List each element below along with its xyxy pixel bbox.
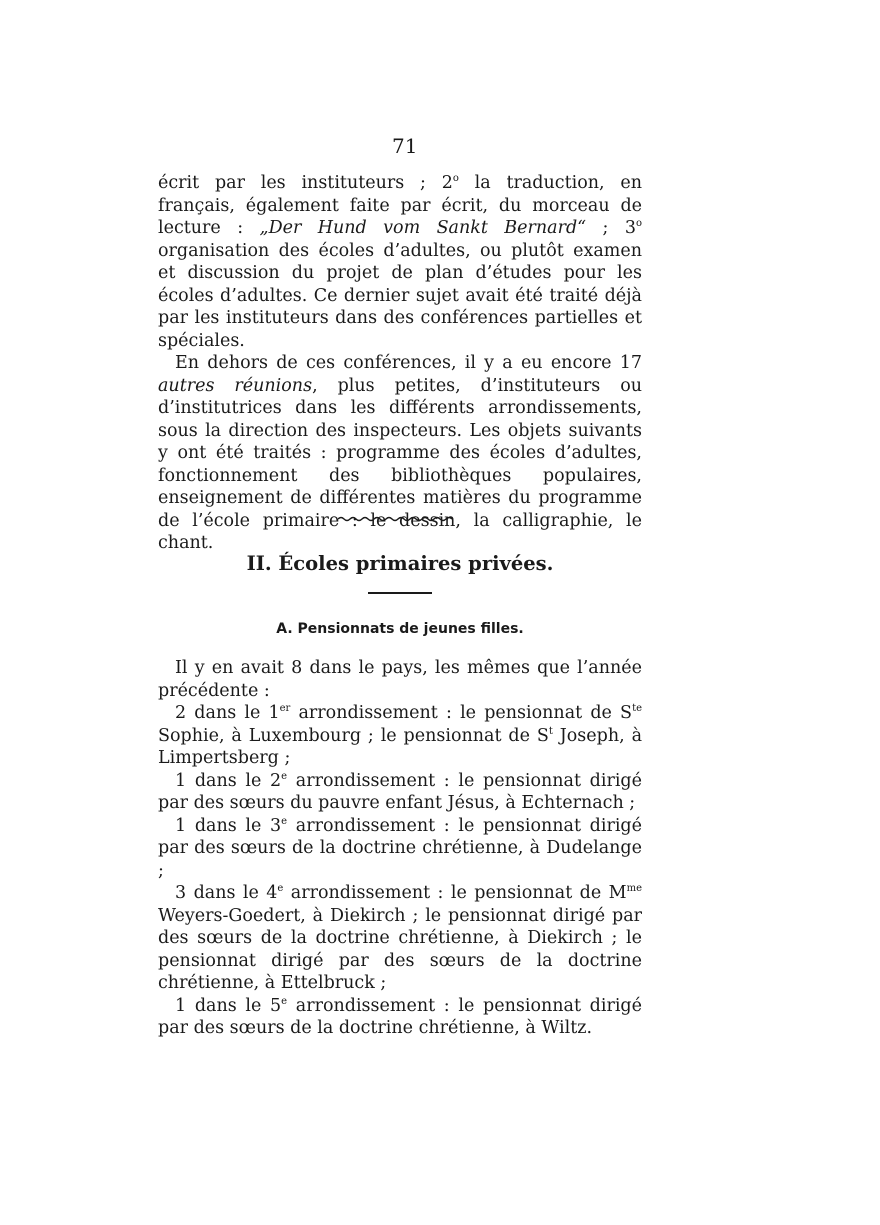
p1-text-a: écrit par les instituteurs ; 2 xyxy=(158,173,453,193)
text-block-conferences xyxy=(158,172,642,555)
paragraph-conference-topics xyxy=(158,172,642,352)
section-heading: II. Écoles primaires privées. xyxy=(246,552,554,575)
i2-a: 1 dans le 2 xyxy=(175,770,282,791)
p1-text-d: organisation des écoles d’adultes, ou plutôt examen et discussion du projet de plan d’études pour les écoles d’adultes. Ce dernier sujet avait été traité déjà par les instituteurs dans des conférences partielles et spéciales. xyxy=(158,240,642,351)
list-item-district-3 xyxy=(158,815,642,883)
list-item-district-1 xyxy=(158,702,642,770)
i4-sup-b: me xyxy=(626,883,642,894)
subsection-heading: A. Pensionnats de jeunes filles. xyxy=(276,621,524,637)
i4-b: arrondissement : le pensionnat de M xyxy=(283,883,627,903)
text-block-pensionnats xyxy=(158,657,642,1040)
i4-c: Weyers-Goedert, à Diekirch ; le pensionnat dirigé par des sœurs de la doctrine chrétienne, à Diekirch ; le pensionnat dirigé par des sœurs de la doctrine chrétienne, à Ettelbruck ; xyxy=(158,905,642,993)
i1-sup-b: te xyxy=(632,703,642,714)
i3-b: arrondissement : le pensionnat dirigé par des sœurs de la doctrine chrétienne, à Dudelange ; xyxy=(158,815,642,881)
list-item-district-4 xyxy=(158,882,642,995)
i5-b: arrondissement : le pensionnat dirigé par des sœurs de la doctrine chrétienne, à Wiltz. xyxy=(158,995,642,1038)
i2-b: arrondissement : le pensionnat dirigé par des sœurs du pauvre enfant Jésus, à Echternach ; xyxy=(158,770,642,813)
p2-text-b: , plus petites, d’instituteurs ou d’institutrices dans les différents arrondissements, sous la direction des inspecteurs. Les objets suivants y ont été traités : programme des écoles d’adultes, fonctionnement des bibliothèques populaires, enseignement de différentes matières du programme de l’école primaire : le dessin, la calligraphie, le chant. xyxy=(158,375,643,553)
wavy-divider xyxy=(338,516,452,522)
i4-a: 3 dans le 4 xyxy=(175,883,278,903)
p1-ordinal-a: o xyxy=(452,173,459,184)
p2-italic: autres réunions xyxy=(158,375,313,396)
i1-c: Sophie, à Luxembourg ; le pensionnat de S xyxy=(158,725,549,746)
p1-ordinal-b: o xyxy=(635,218,642,229)
p2-text-a: En dehors de ces conférences, il y a eu encore 17 xyxy=(175,353,642,373)
i2-sup: e xyxy=(281,770,288,782)
paragraph-other-meetings xyxy=(158,352,642,555)
i1-sup-a: er xyxy=(279,703,291,714)
i5-sup: e xyxy=(281,995,288,1007)
i5-a: 1 dans le 5 xyxy=(175,995,282,1016)
i1-sup-c: t xyxy=(548,725,553,737)
paragraph-count: Il y en avait 8 dans le pays, les mêmes que l’année précédente : xyxy=(158,658,642,701)
i1-a: 2 dans le 1 xyxy=(175,703,280,723)
list-item-district-5 xyxy=(158,995,642,1040)
i3-sup: e xyxy=(281,815,288,827)
i1-d: Joseph, à Limpertsberg ; xyxy=(158,725,642,768)
german-title: „Der Hund vom Sankt Bernard“ xyxy=(259,218,587,238)
p1-text-b: la traduction, en français, également faite par écrit, du morceau de lecture : xyxy=(158,173,642,238)
i3-a: 1 dans le 3 xyxy=(175,815,282,836)
i1-b: arrondissement : le pensionnat de S xyxy=(290,703,633,723)
page-number: 71 xyxy=(392,134,418,158)
list-item-district-2 xyxy=(158,770,642,815)
p1-text-c: ; 3 xyxy=(586,218,636,238)
heading-rule xyxy=(368,592,432,594)
i4-sup-a: e xyxy=(277,883,284,894)
